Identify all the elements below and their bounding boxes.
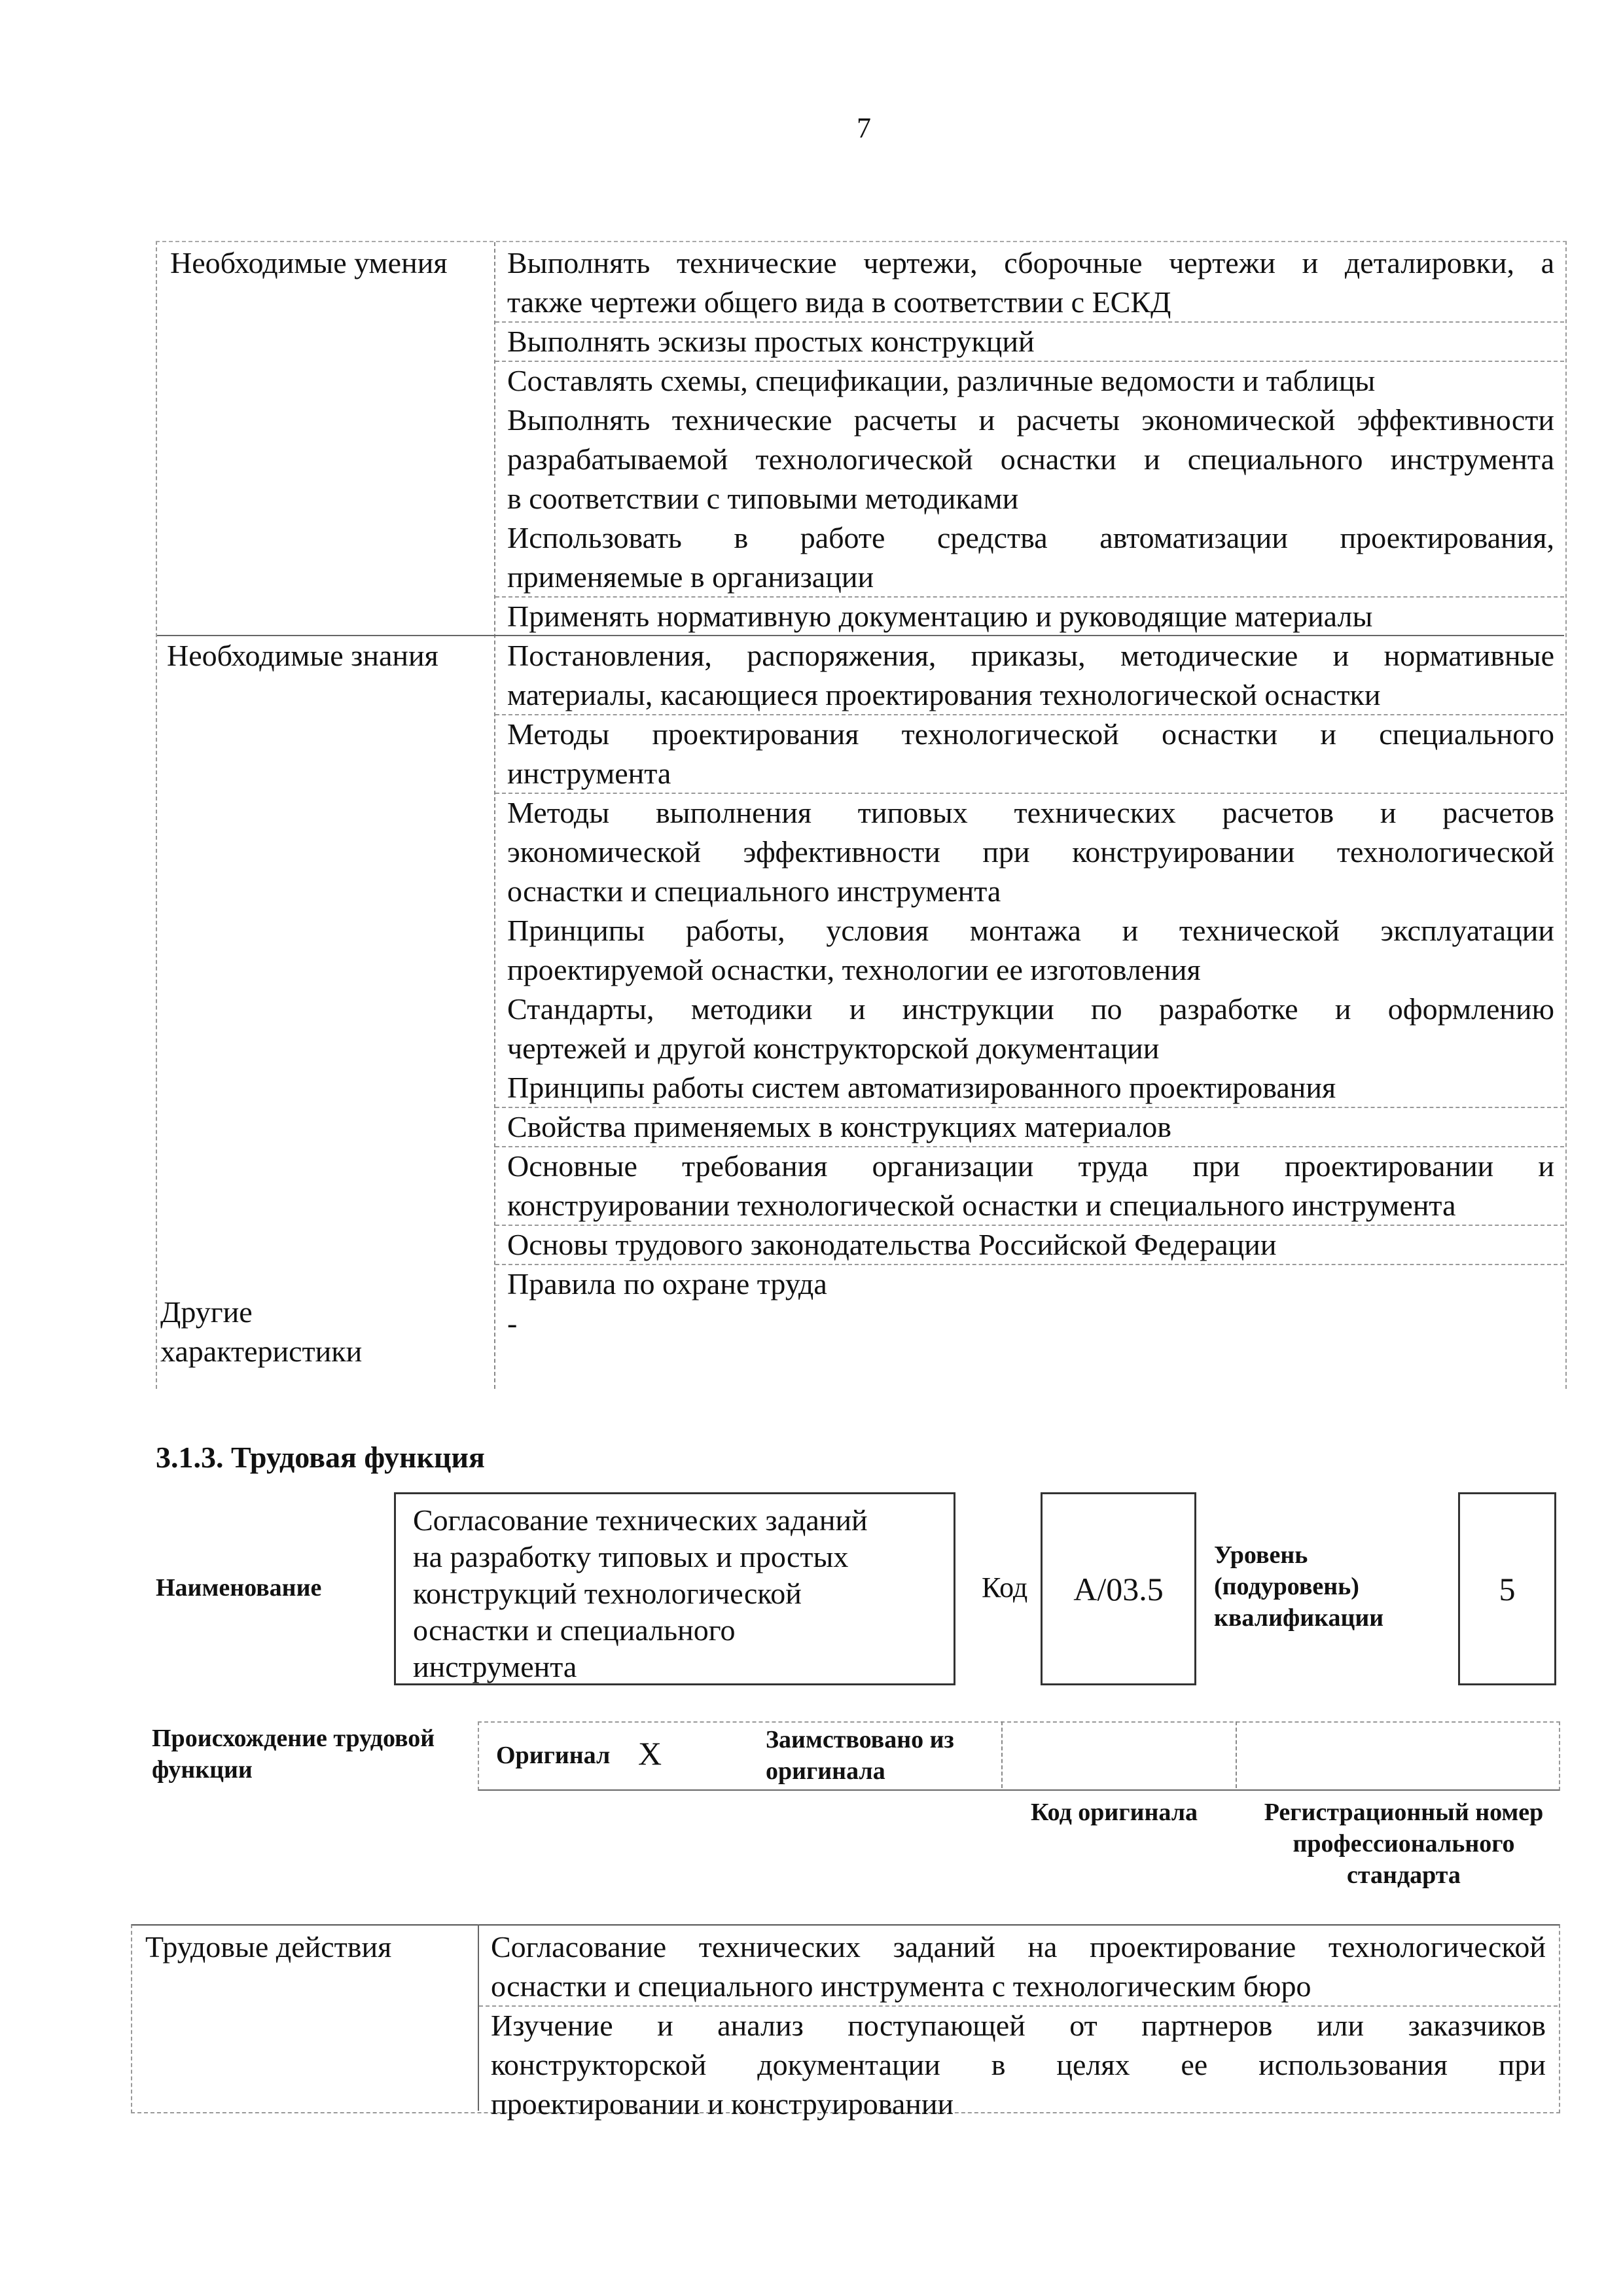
skill-item: Применять нормативную документацию и руководящие материалы <box>507 600 1373 633</box>
skill-item: Выполнять технические расчеты и расчеты экономической эффективности разрабатываемой технологической оснастки и специального инструмента в соответствии с типовыми методиками <box>507 403 1554 515</box>
table-column-divider <box>1001 1721 1003 1788</box>
original-label: Оригинал <box>496 1742 611 1769</box>
name-label: Наименование <box>156 1574 322 1602</box>
knowledge-item: Основы трудового законодательства Российской Федерации <box>507 1228 1277 1261</box>
labor-action-item: Согласование технических заданий на проектирование технологической оснастки и специального инструмента с технологическим бюро <box>491 1930 1546 2003</box>
code-label: Код <box>982 1571 1028 1604</box>
section-title: 3.1.3. Трудовая функция <box>156 1441 485 1474</box>
table-column-divider <box>478 1924 479 2111</box>
other-characteristics-label: Другие характеристики <box>160 1295 363 1368</box>
knowledge-item: Постановления, распоряжения, приказы, методические и нормативные материалы, касающиеся проектирования технологической оснастки <box>507 639 1554 711</box>
labor-actions-label: Трудовые действия <box>145 1930 392 1964</box>
code-value: А/03.5 <box>1073 1570 1164 1607</box>
knowledge-item: Методы выполнения типовых технических расчетов и расчетов экономической эффективности при конструировании технологической оснастки и специального инструмента <box>507 796 1554 908</box>
reg-number-label: Регистрационный номер профессионального стандарта <box>1264 1799 1544 1889</box>
level-label: Уровень (подуровень) квалификации <box>1214 1541 1384 1632</box>
skill-item: Выполнять эскизы простых конструкций <box>507 325 1035 358</box>
code-box <box>1041 1492 1196 1685</box>
borrowed-label: Заимствовано из оригинала <box>766 1726 954 1785</box>
knowledge-item: Правила по охране труда <box>507 1267 827 1300</box>
knowledge-item: Свойства применяемых в конструкциях материалов <box>507 1110 1171 1143</box>
table-column-divider <box>1236 1721 1237 1788</box>
original-mark: X <box>638 1735 662 1772</box>
knowledge-item: Стандарты, методики и инструкции по разработке и оформлению чертежей и другой конструкторской документации <box>507 992 1554 1065</box>
table-column-divider <box>494 242 495 1389</box>
knowledge-item: Принципы работы систем автоматизированного проектирования <box>507 1071 1336 1104</box>
knowledge-item: Методы проектирования технологической оснастки и специального инструмента <box>507 717 1554 790</box>
code-original-label: Код оригинала <box>1031 1799 1198 1826</box>
skill-item: Выполнять технические чертежи, сборочные чертежи и деталировки, а также чертежи общего вида в соответствии с ЕСКД <box>507 246 1554 319</box>
skill-item: Составлять схемы, спецификации, различные ведомости и таблицы <box>507 364 1376 397</box>
labor-action-item: Изучение и анализ поступающей от партнеров или заказчиков конструкторской документации в целях ее использования при проектировании и конструировании <box>491 2009 1546 2121</box>
other-characteristics-value: - <box>507 1306 518 1340</box>
knowledge-item: Принципы работы, условия монтажа и технической эксплуатации проектируемой оснастки, технологии ее изготовления <box>507 914 1554 986</box>
function-name-box: Согласование технических заданий на разработку типовых и простых конструкций технологической оснастки и специального инструмента <box>394 1492 955 1685</box>
knowledge-item: Основные требования организации труда при проектировании и конструировании технологической оснастки и специального инструмента <box>507 1149 1554 1222</box>
knowledge-label: Необходимые знания <box>167 639 438 672</box>
level-value: 5 <box>1499 1570 1516 1607</box>
page-number: 7 <box>857 112 871 144</box>
skills-label: Необходимые умения <box>170 246 448 279</box>
level-box <box>1458 1492 1556 1685</box>
origin-label: Происхождение трудовой функции <box>152 1725 435 1784</box>
skill-item: Использовать в работе средства автоматизации проектирования, применяемые в организации <box>507 521 1554 594</box>
